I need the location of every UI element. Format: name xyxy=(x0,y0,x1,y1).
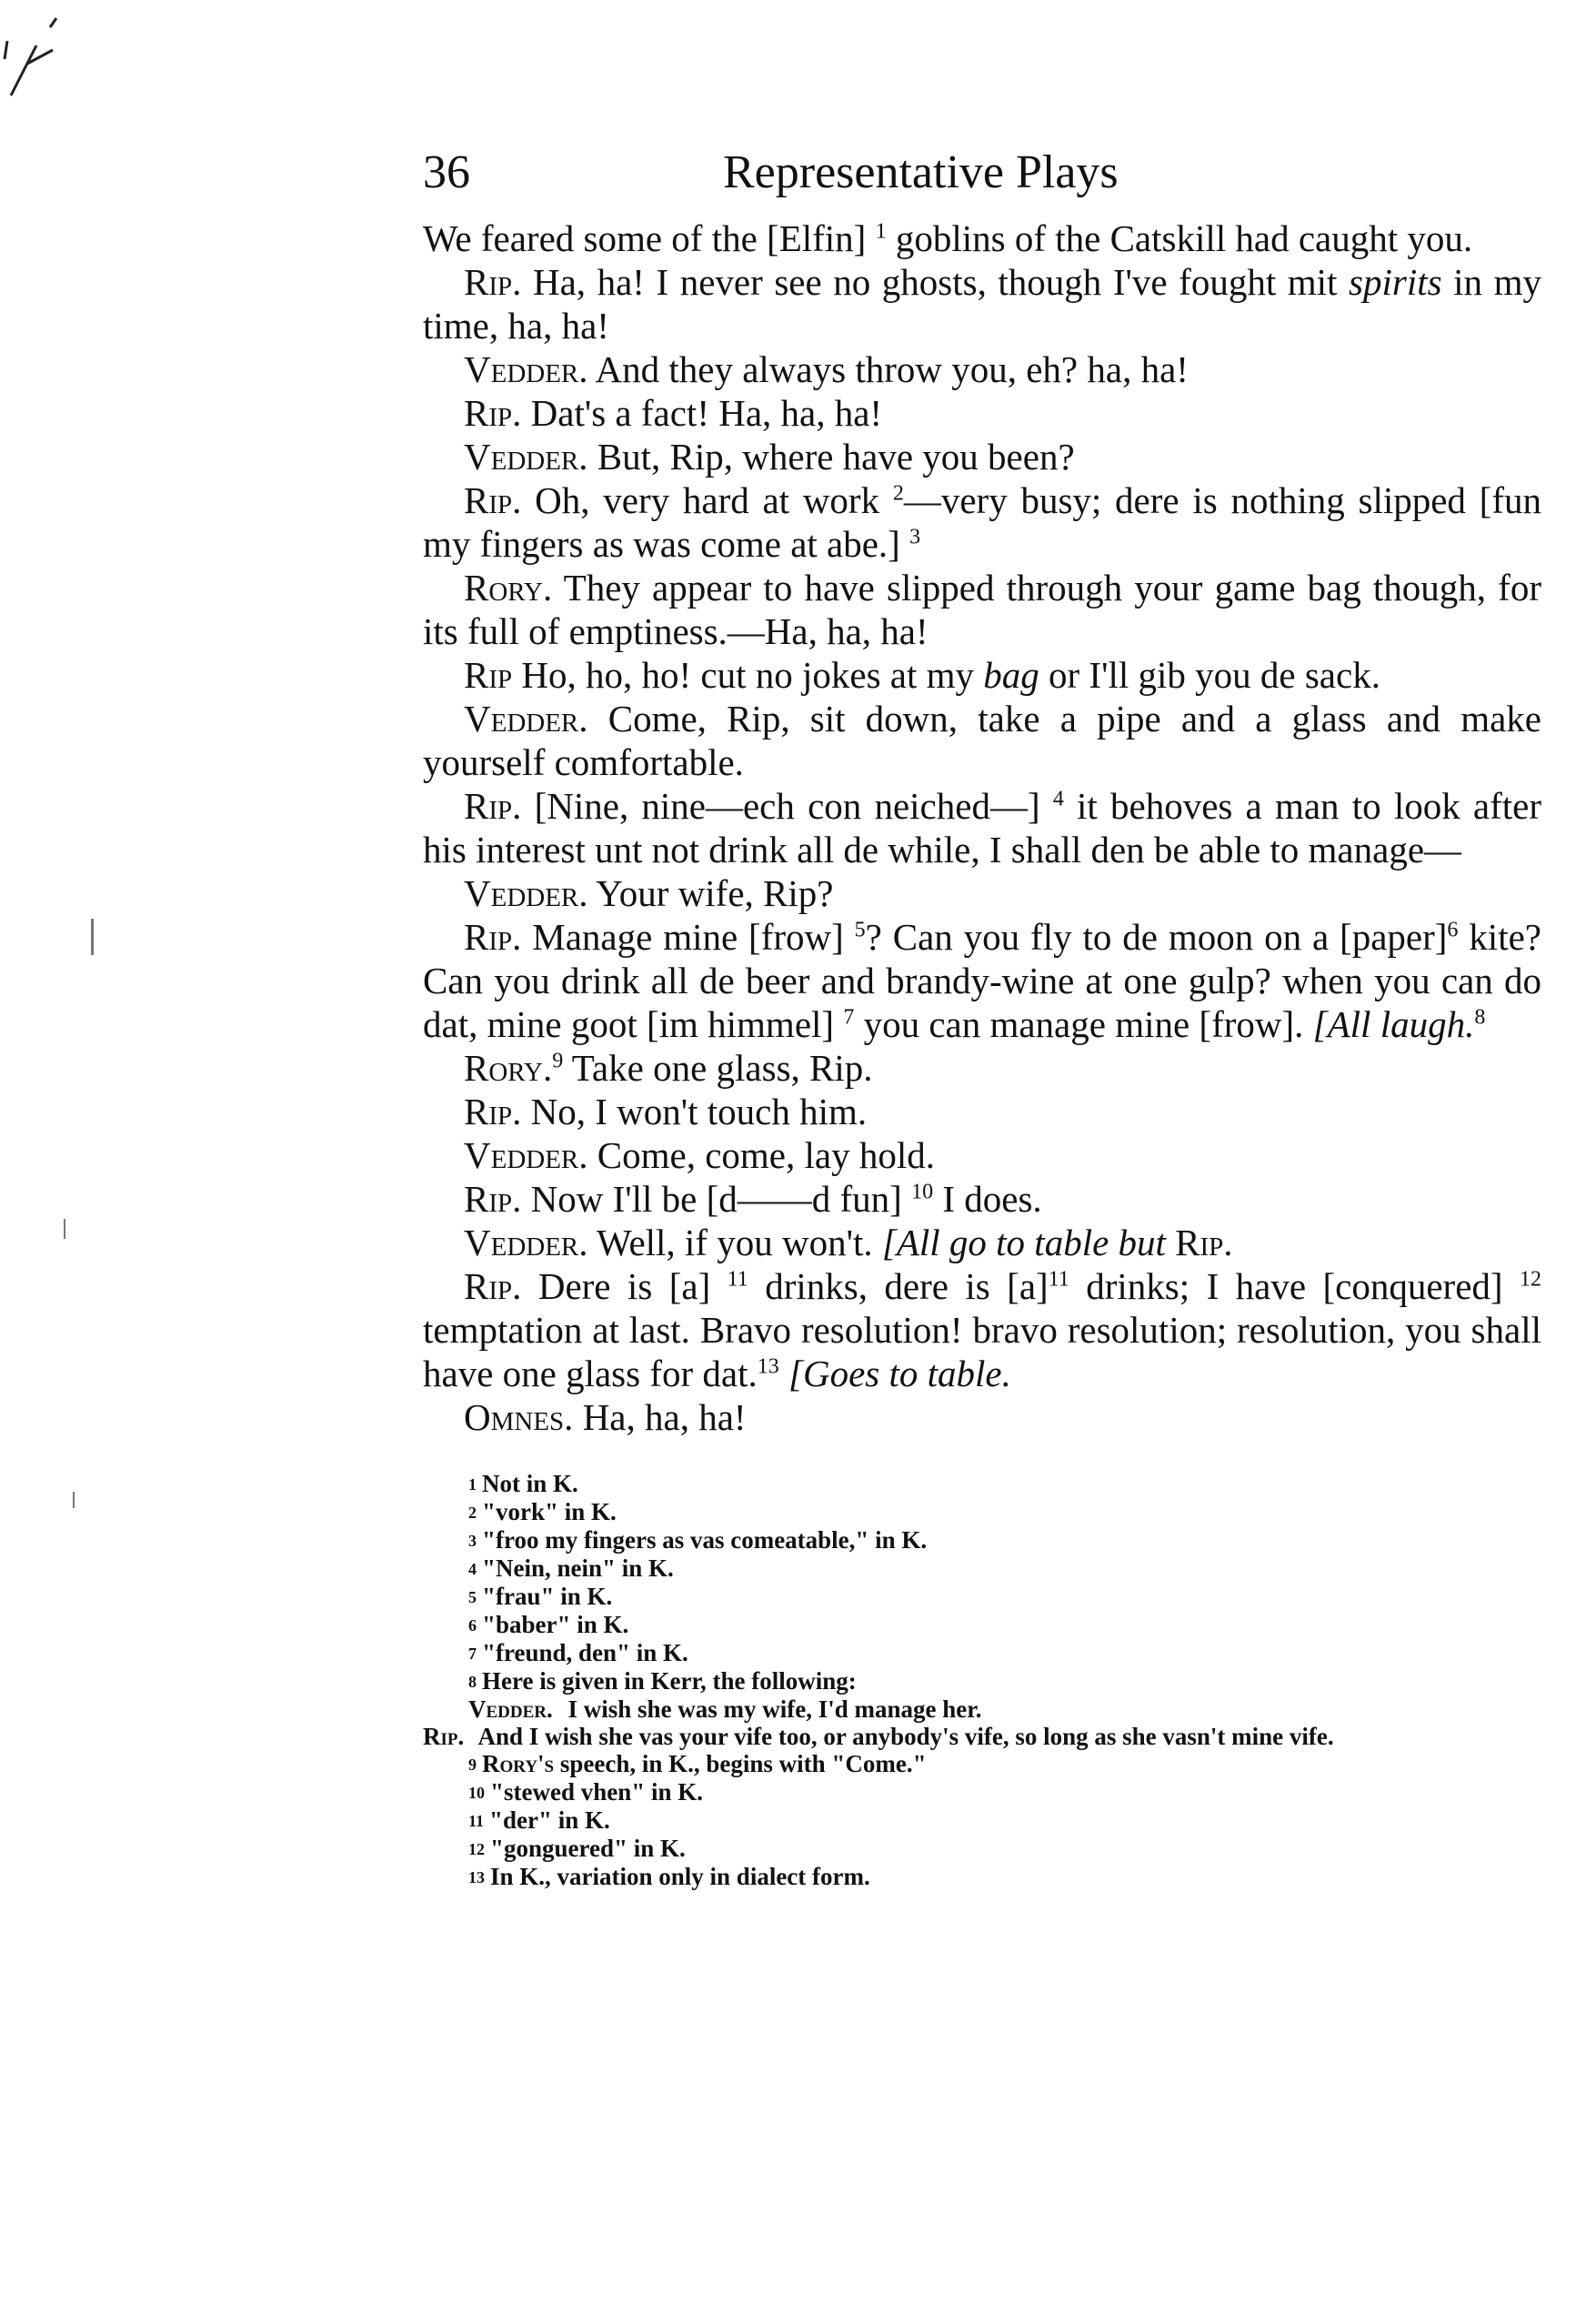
dialogue-text: it behoves a man to look after his interest unt not drink all de while, I shall den be able to manage— xyxy=(423,785,1542,870)
speaker-name: Vedder. xyxy=(464,1222,588,1263)
footnote-number: 6 xyxy=(468,1616,477,1635)
footnote xyxy=(468,1554,1541,1583)
footnote-ref: 7 xyxy=(843,1005,855,1030)
footnote-speaker: Rory's xyxy=(482,1750,555,1777)
dialogue-text xyxy=(779,1353,788,1394)
speaker-name: Rip. xyxy=(464,479,522,521)
dialogue-text: No, I won't touch him. xyxy=(521,1091,868,1132)
footnote-number: 9 xyxy=(468,1756,477,1774)
speaker-name: Vedder. xyxy=(464,436,588,478)
footnote-number: 2 xyxy=(468,1504,477,1522)
dialogue-text: ? Can you fly to de moon on a [paper] xyxy=(865,916,1448,958)
speaker-name: Rip. xyxy=(464,261,522,303)
dialogue-text: Well, if you won't. xyxy=(587,1222,882,1263)
pencil-mark xyxy=(0,9,82,109)
footnote xyxy=(468,1778,1541,1806)
page-number: 36 xyxy=(423,146,470,198)
dialogue-text: They appear to have slipped through your game bag though, for its full of emptiness.—Ha, ha, ha! xyxy=(423,567,1541,652)
italic-text: spirits xyxy=(1349,261,1442,303)
dialogue-text: [Nine, nine—ech con neiched—] xyxy=(521,785,1053,827)
footnote-number: 13 xyxy=(468,1868,485,1886)
speaker-name: Vedder. xyxy=(464,872,588,914)
footnote-text: "der" in K. xyxy=(489,1806,610,1834)
footnote-text: Not in K. xyxy=(482,1470,578,1497)
speaker-name: Rory. xyxy=(464,567,553,609)
footnote-ref: 12 xyxy=(1520,1267,1542,1292)
dialogue-text: temptation at last. Bravo resolution! bravo resolution; resolution, you shall have one glass for dat. xyxy=(423,1309,1541,1394)
italic-text: [Goes to table. xyxy=(788,1353,1011,1394)
play-text xyxy=(423,216,1541,1439)
footnote-text: speech, in K., begins with "Come." xyxy=(554,1750,927,1777)
italic-text: [All go to table but xyxy=(881,1222,1176,1263)
speech-line xyxy=(423,435,1541,478)
footnote-text: "froo my fingers as vas comeatable," in K. xyxy=(482,1526,928,1554)
footnote-ref: 2 xyxy=(892,481,904,506)
footnote-ref: 11 xyxy=(1048,1267,1069,1292)
dialogue-text: Dat's a fact! Ha, ha, ha! xyxy=(521,392,883,434)
dialogue-text: drinks, dere is [a] xyxy=(748,1265,1049,1307)
footnote-ref: 13 xyxy=(757,1354,779,1379)
footnote-text: "stewed vhen" in K. xyxy=(490,1778,703,1806)
speech-line xyxy=(423,1133,1541,1177)
dialogue-text: And they always throw you, eh? ha, ha! xyxy=(587,348,1189,390)
speech-line xyxy=(423,1395,1541,1439)
footnote-number: 4 xyxy=(468,1560,477,1578)
margin-mark xyxy=(64,1219,65,1239)
footnote-ref: 5 xyxy=(854,918,866,942)
speaker-name: Rip. xyxy=(464,392,522,434)
opening-line: We feared some of the [Elfin] $^1$ goblins of the Catskill had caught you. xyxy=(423,217,1473,259)
dialogue-text: Come, Rip, sit down, take a pipe and a glass and make yourself comfortable. xyxy=(423,698,1541,783)
footnote xyxy=(468,1470,1541,1498)
speaker-name: Vedder. xyxy=(464,698,588,739)
margin-mark xyxy=(91,919,94,955)
speech-line xyxy=(423,1177,1541,1221)
dialogue-text: I does. xyxy=(933,1178,1042,1220)
footnote-text: "gonguered" in K. xyxy=(490,1835,686,1862)
speech-line xyxy=(423,915,1541,1046)
footnote-number: 10 xyxy=(468,1784,485,1802)
footnote xyxy=(468,1835,1541,1863)
footnote-ref: 6 xyxy=(1447,918,1459,942)
footnote xyxy=(468,1806,1541,1835)
speech-line xyxy=(423,347,1541,391)
speech-line xyxy=(423,391,1541,435)
dialogue-text: Manage mine [frow] xyxy=(521,916,855,958)
dialogue-text: Dere is [a] xyxy=(521,1265,728,1307)
speech-line xyxy=(423,871,1541,915)
italic-text: [All laugh. xyxy=(1312,1003,1475,1045)
dialogue-text: you can manage mine [frow]. xyxy=(854,1003,1313,1045)
footnote xyxy=(468,1583,1541,1611)
footnote-number: 12 xyxy=(468,1840,485,1858)
dialogue-text: —very busy; dere is nothing slipped [fun my fingers as was come at abe.] xyxy=(423,479,1541,565)
footnote xyxy=(468,1863,1541,1891)
footnote-text: "freund, den" in K. xyxy=(482,1639,688,1666)
footnote-text: "frau" in K. xyxy=(482,1583,613,1610)
footnote xyxy=(468,1750,1541,1778)
dialogue-text: drinks; I have [conquered] xyxy=(1069,1265,1521,1307)
footnote-ref: 4 xyxy=(1052,787,1064,811)
footnote-text: And I wish she vas your vife too, or anybody's vife, so long as she vasn't mine vife. xyxy=(473,1723,1334,1750)
footnote-text: "Nein, nein" in K. xyxy=(482,1554,674,1582)
footnote-text: In K., variation only in dialect form. xyxy=(490,1863,870,1890)
footnote xyxy=(468,1611,1541,1639)
book-page xyxy=(423,146,1541,1891)
footnote-ref: 3 xyxy=(909,525,921,549)
speaker-name: Rip xyxy=(464,654,513,696)
speaker-name: Rip. xyxy=(464,1178,522,1220)
speech-line xyxy=(423,260,1541,347)
speech-line xyxy=(423,653,1541,697)
footnote-text: "vork" in K. xyxy=(482,1498,617,1525)
dialogue-text: in my time, ha, ha! xyxy=(423,261,1541,347)
speaker-ref: Rip. xyxy=(1175,1222,1233,1263)
speech-line xyxy=(423,1221,1541,1264)
footnote xyxy=(468,1639,1541,1667)
speech-line xyxy=(423,478,1541,566)
footnote xyxy=(468,1667,1541,1695)
speech-line xyxy=(423,1264,1541,1395)
speaker-name: Rip. xyxy=(464,1091,522,1132)
speech-line xyxy=(423,697,1541,784)
footnote-ref: 8 xyxy=(1474,1005,1486,1030)
footnote-number: 5 xyxy=(468,1588,477,1606)
footnote-ref: 11 xyxy=(727,1267,748,1292)
footnote-number: 8 xyxy=(468,1673,477,1691)
dialogue-text: kite? Can you drink all de beer and brandy-wine at one gulp? when you can do dat, mine goot [im himmel] xyxy=(423,916,1541,1045)
footnote-text: I wish she was my wife, I'd manage her. xyxy=(561,1695,982,1723)
footnote xyxy=(468,1498,1541,1526)
speech-line xyxy=(423,1090,1541,1133)
footnote-number: 1 xyxy=(468,1475,477,1494)
dialogue-text: Ha, ha, ha! xyxy=(573,1396,747,1438)
dialogue-text: Come, come, lay hold. xyxy=(587,1134,935,1176)
speaker-name: Rory. xyxy=(464,1047,553,1089)
speaker-name: Rip. xyxy=(464,916,522,958)
margin-mark xyxy=(73,1492,75,1508)
dialogue-text: Now I'll be [d——d fun] xyxy=(521,1178,912,1220)
speech-line xyxy=(423,1046,1541,1090)
footnote-text: "baber" in K. xyxy=(482,1611,629,1638)
footnote-speaker: Vedder. xyxy=(468,1695,553,1723)
footnote-text: Here is given in Kerr, the following: xyxy=(482,1667,857,1695)
footnote-ref: 10 xyxy=(911,1180,934,1204)
footnote-ref: 9 xyxy=(552,1049,564,1073)
speech-line xyxy=(423,566,1541,653)
dialogue-text: Your wife, Rip? xyxy=(587,872,834,914)
dialogue-text: But, Rip, where have you been? xyxy=(587,436,1075,478)
speaker-name: Rip. xyxy=(464,785,522,827)
footnote-number: 11 xyxy=(468,1812,485,1830)
speaker-name: Omnes. xyxy=(464,1396,574,1438)
footnote xyxy=(423,1723,1541,1750)
dialogue-text: Take one glass, Rip. xyxy=(563,1047,873,1089)
footnote-number: 7 xyxy=(468,1645,477,1663)
speaker-name: Vedder. xyxy=(464,1134,588,1176)
running-title: Representative Plays xyxy=(723,146,1119,198)
footnote-number: 3 xyxy=(468,1532,477,1550)
footnote-speaker: Rip. xyxy=(423,1723,465,1750)
italic-text: bag xyxy=(983,654,1039,696)
speech-line xyxy=(423,784,1541,871)
dialogue-text: Ha, ha! I never see no ghosts, though I've fought mit xyxy=(521,261,1350,303)
dialogue-text: or I'll gib you de sack. xyxy=(1039,654,1380,696)
speaker-name: Vedder. xyxy=(464,348,588,390)
footnote xyxy=(468,1526,1541,1554)
footnote xyxy=(468,1695,1541,1723)
speaker-name: Rip. xyxy=(464,1265,522,1307)
footnotes xyxy=(423,1470,1541,1891)
page-header xyxy=(423,146,1541,209)
dialogue-text: Oh, very hard at work xyxy=(521,479,893,521)
dialogue-text: Ho, ho, ho! cut no jokes at my xyxy=(512,654,984,696)
